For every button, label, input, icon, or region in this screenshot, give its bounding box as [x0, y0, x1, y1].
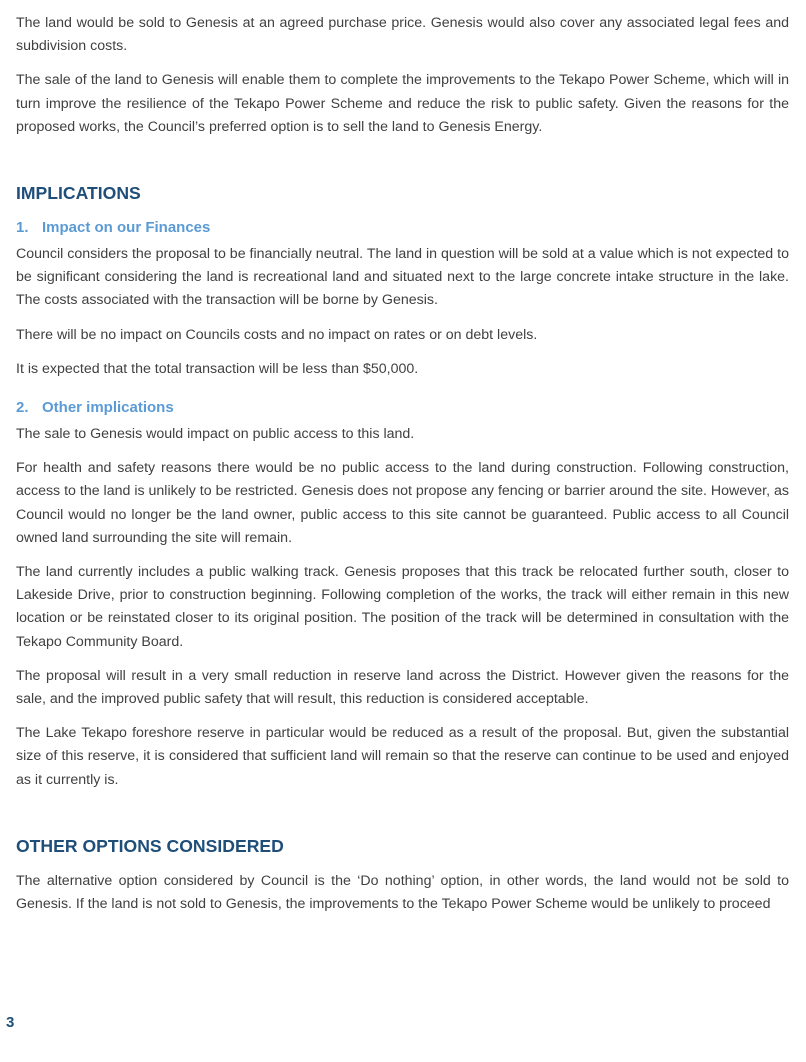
other-implications-paragraph-1: The sale to Genesis would impact on public access to this land.	[16, 426, 415, 443]
section-heading-finances	[16, 217, 789, 239]
document-page	[16, 12, 789, 927]
page-number: 3	[6, 1014, 15, 1031]
section-number: 1.	[16, 219, 29, 237]
intro-paragraph-2: The sale of the land to Genesis will enable them to complete the improvements to the Tekapo Power Scheme, which will in turn improve the resilience of the Tekapo Power Scheme and reduce the risk to public safety. Given the reasons for the proposed works, the Council’s preferred option is to sell the land to Genesis Energy.	[16, 72, 789, 135]
other-implications-paragraph-2: For health and safety reasons there would be no public access to the land during construction. Following construction, access to the land is unlikely to be restricted. Genesis does not propose any fencing or barrier around the site. However, as Council would no longer be the land owner, public access to this site cannot be guaranteed. Public access to all Council owned land surrounding the site will remain.	[16, 460, 789, 546]
section-title: Other implications	[42, 399, 174, 417]
other-options-heading: OTHER OPTIONS CONSIDERED	[16, 835, 284, 856]
section-title: Impact on our Finances	[42, 219, 211, 237]
finances-paragraph-1: Council considers the proposal to be financially neutral. The land in question will be sold at a value which is not expected to be significant considering the land is recreational land and situated next to the large concrete intake structure in the lake. The costs associated with the transaction will be borne by Genesis.	[16, 246, 789, 309]
finances-paragraph-2: There will be no impact on Councils costs and no impact on rates or on debt levels.	[16, 326, 538, 343]
other-options-paragraph-1: The alternative option considered by Council is the ‘Do nothing’ option, in other words, the land would not be sold to Genesis. If the land is not sold to Genesis, the improvements to the Tekapo Power Scheme would be unlikely to proceed	[16, 872, 789, 913]
section-heading-other-implications	[16, 397, 789, 419]
other-implications-paragraph-4: The proposal will result in a very small reduction in reserve land across the District. However given the reasons for the sale, and the improved public safety that will result, this reduction is considered acceptable.	[16, 667, 789, 708]
section-number: 2.	[16, 399, 29, 417]
intro-paragraph-1: The land would be sold to Genesis at an agreed purchase price. Genesis would also cover any associated legal fees and subdivision costs.	[16, 15, 789, 55]
other-implications-paragraph-3: The land currently includes a public walking track. Genesis proposes that this track be relocated further south, closer to Lakeside Drive, prior to construction beginning. Following completion of the works, the track will either remain in this new location or be reinstated closer to its original position. The position of the track will be determined in consultation with the Tekapo Community Board.	[16, 564, 789, 650]
implications-heading: IMPLICATIONS	[16, 183, 141, 204]
finances-paragraph-3: It is expected that the total transaction will be less than $50,000.	[16, 360, 419, 377]
other-implications-paragraph-5: The Lake Tekapo foreshore reserve in particular would be reduced as a result of the proposal. But, given the substantial size of this reserve, it is considered that sufficient land will remain so that the reserve can continue to be used and enjoyed as it currently is.	[16, 725, 789, 788]
